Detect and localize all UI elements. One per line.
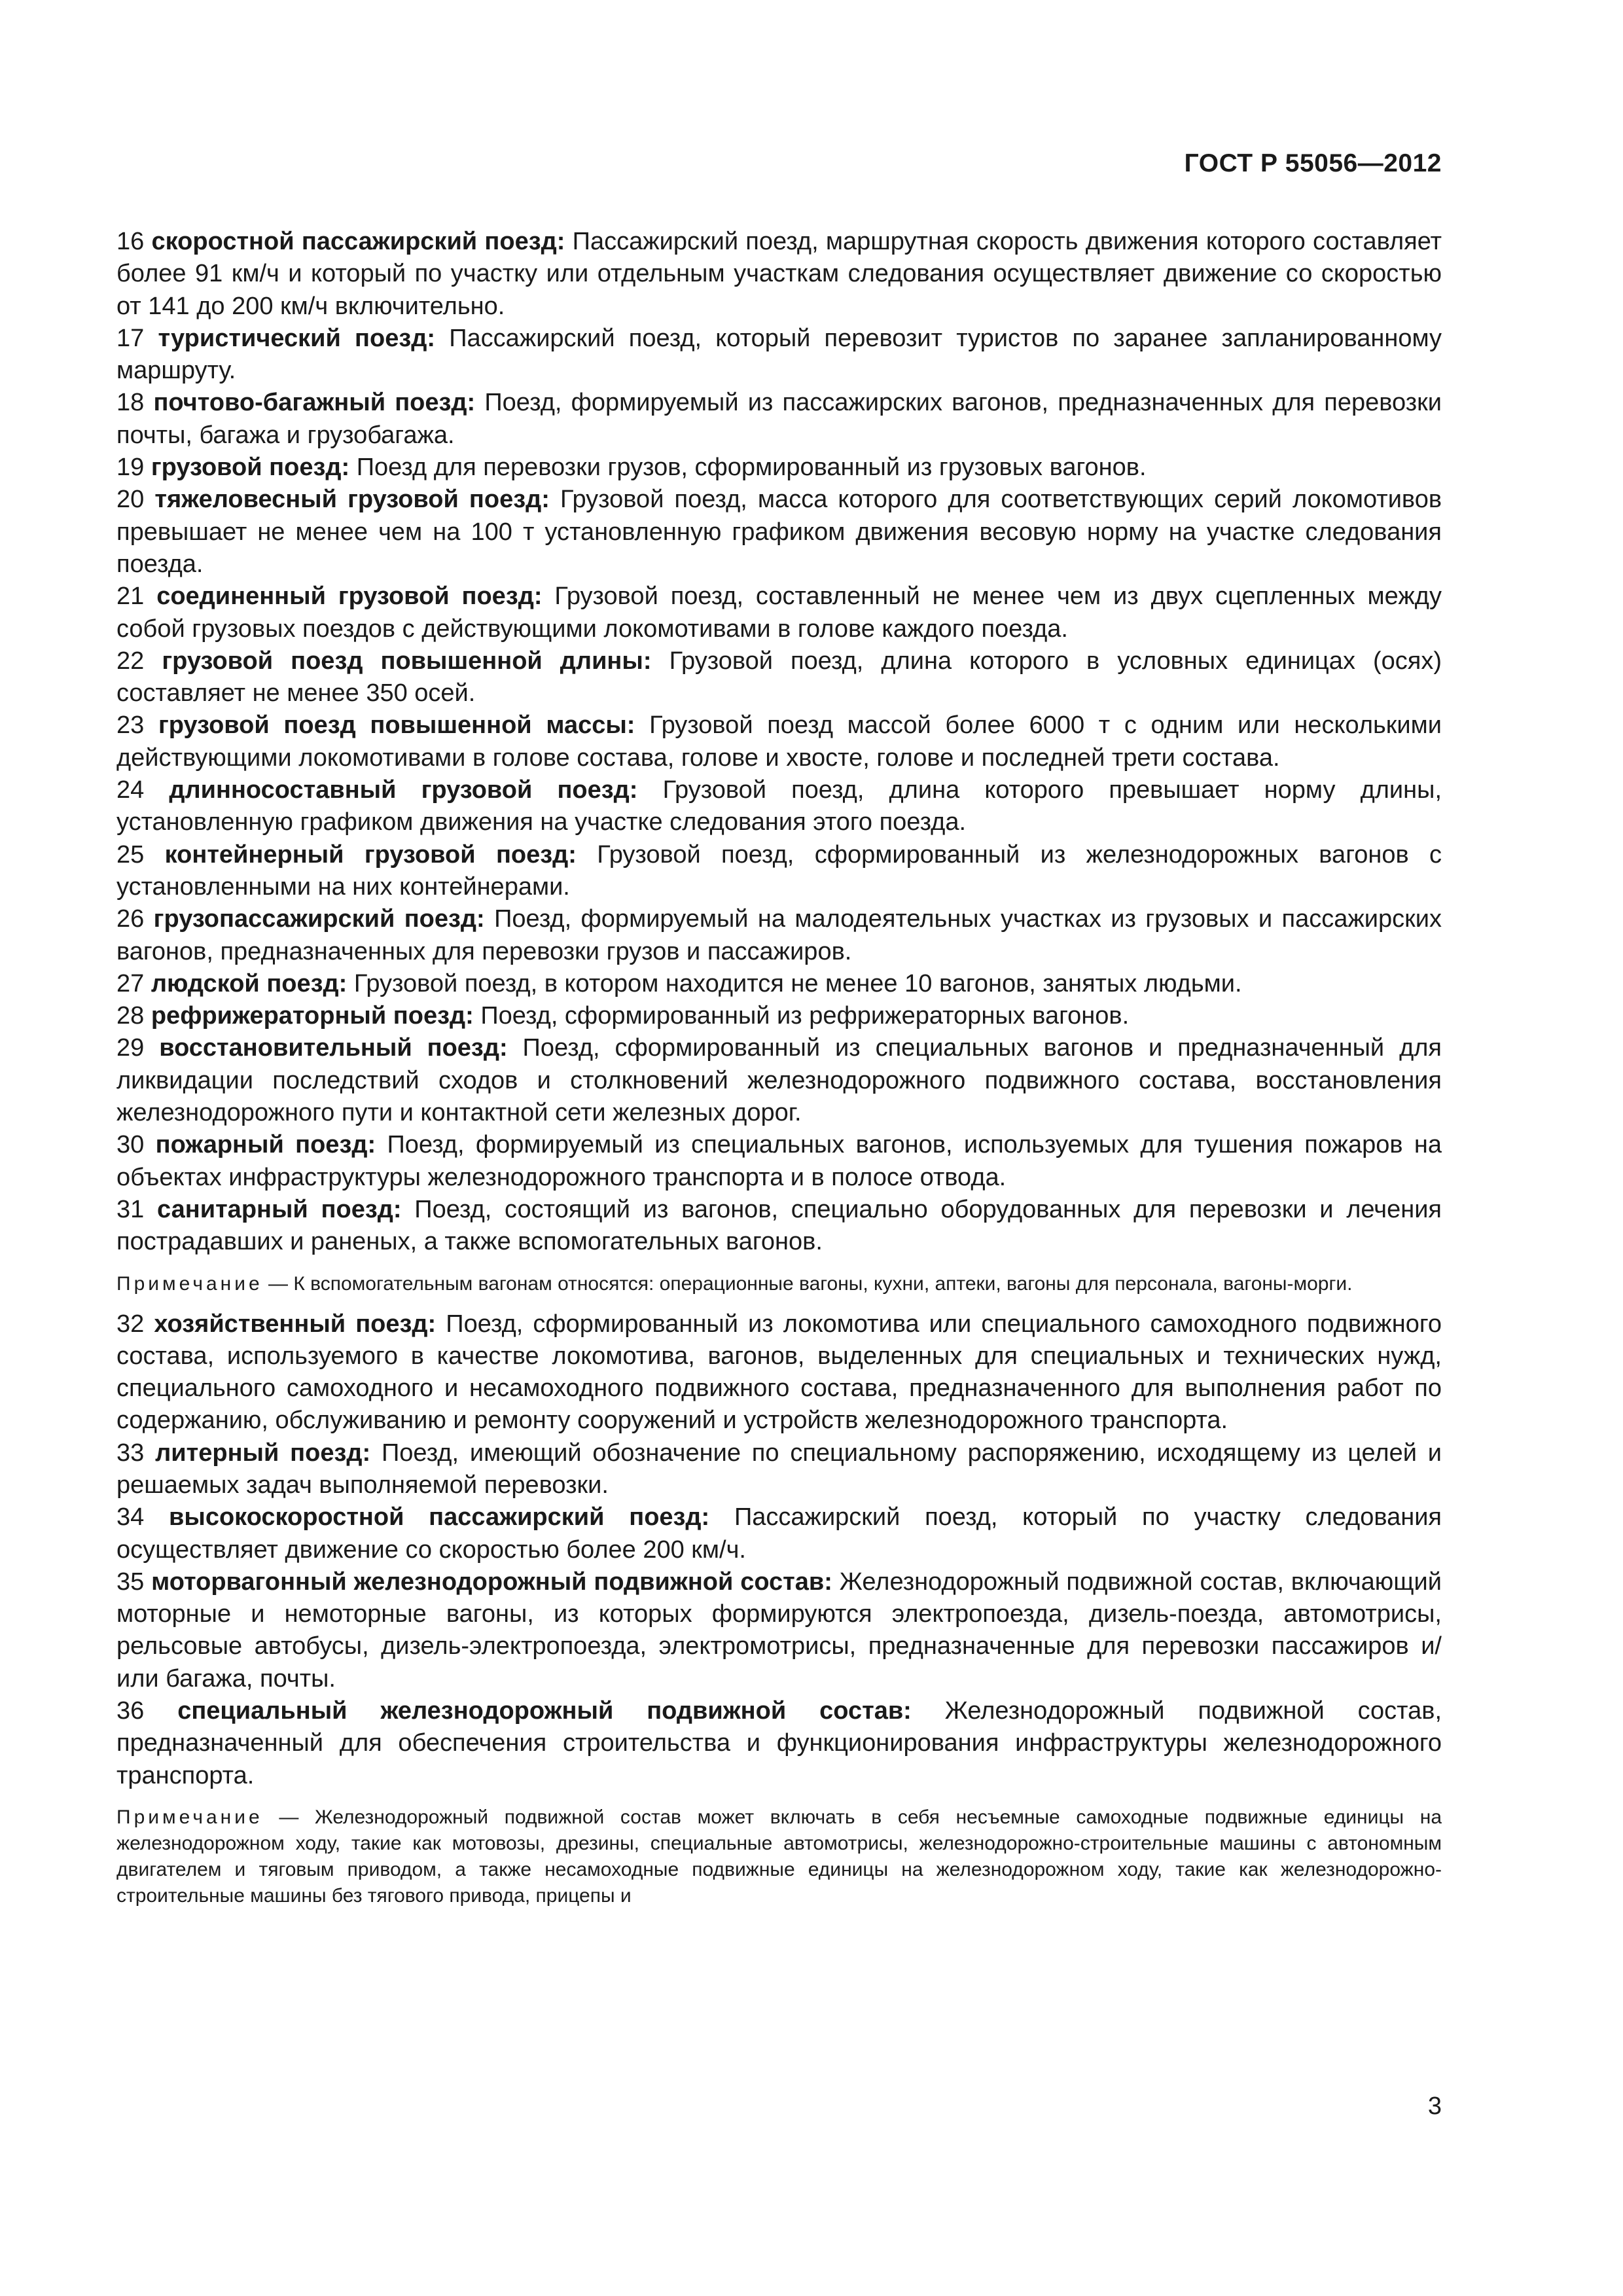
note-label: Примечание: [116, 1806, 263, 1828]
term-definition: Пассажирский поезд, который перевозит туристов по заранее запланированному маршруту.: [116, 324, 1442, 385]
term-number: 19: [116, 454, 145, 482]
term-number: 35: [116, 1568, 145, 1596]
term-definition: Поезд, сформированный из рефрижераторных вагонов.: [480, 1002, 1130, 1030]
term-definition: Грузовой поезд массой более 6000 т с одним или несколькими действующими локомотивами в голове состава, голове и хвосте, голове и последней трети состава.: [116, 711, 1442, 772]
term-entry: [116, 839, 1442, 904]
standard-id: ГОСТ Р 55056—2012: [1184, 149, 1442, 177]
term-number: 22: [116, 647, 145, 675]
term-number: 29: [116, 1034, 145, 1062]
term-name: туристический поезд:: [158, 324, 436, 352]
term-name: почтово-багажный поезд:: [153, 389, 476, 417]
term-entry: [116, 774, 1442, 839]
term-name: грузопассажирский поезд:: [153, 905, 485, 933]
term-name: рефрижераторный поезд:: [151, 1002, 474, 1030]
term-number: 18: [116, 389, 145, 417]
term-name: хозяйственный поезд:: [154, 1310, 437, 1338]
term-entry: [116, 1129, 1442, 1194]
term-entry: [116, 1566, 1442, 1695]
term-number: 21: [116, 583, 145, 611]
term-number: 24: [116, 776, 145, 804]
term-definition: Поезд, формируемый из специальных вагонов, используемых для тушения пожаров на объектах инфраструктуры железнодорожного транспорта и в полосе отвода.: [116, 1131, 1442, 1191]
term-name: соединенный грузовой поезд:: [156, 583, 543, 611]
page-number: 3: [1427, 2092, 1442, 2120]
term-entry: [116, 387, 1442, 452]
term-number: 32: [116, 1310, 145, 1338]
term-entry: [116, 1000, 1442, 1032]
terms-list-1: [116, 226, 1442, 1259]
term-number: 31: [116, 1195, 145, 1223]
note-text: — Железнодорожный подвижной состав может включать в себя несъемные самоходные подвижные единицы на железнодорожном ходу, такие как мотовозы, дрезины, специальные автомотрисы, железнодорожно-строительные машины с автономным двигателем и тяговым приводом, а также несамоходные подвижные единицы на железнодорожном ходу, такие как железнодорожно-строительные машины без тягового привода, прицепы и: [116, 1806, 1442, 1907]
term-number: 20: [116, 486, 145, 514]
term-number: 17: [116, 324, 145, 352]
term-name: высокоскоростной пассажирский поезд:: [169, 1503, 710, 1532]
term-entry: [116, 581, 1442, 645]
term-definition: Поезд для перевозки грузов, сформированный из грузовых вагонов.: [356, 454, 1147, 482]
term-entry: [116, 968, 1442, 1000]
note-label: Примечание: [116, 1272, 263, 1295]
term-entry: [116, 1437, 1442, 1502]
term-entry: [116, 452, 1442, 484]
term-entry: [116, 709, 1442, 774]
term-definition: Поезд, сформированный из локомотива или специального самоходного подвижного состава, используемого в качестве локомотива, вагонов, выделенных для специальных и технических нужд, специального самоходного и несамоходного подвижного состава, предназначенного для выполнения работ по содержанию, обслуживанию и ремонту сооружений и устройств железнодорожного транспорта.: [116, 1310, 1442, 1435]
term-entry: [116, 1308, 1442, 1437]
term-name: литерный поезд:: [155, 1439, 371, 1467]
term-name: тяжеловесный грузовой поезд:: [154, 486, 550, 514]
term-entry: [116, 323, 1442, 387]
term-definition: Поезд, имеющий обозначение по специальному распоряжению, исходящему из целей и решаемых задач выполняемой перевозки.: [116, 1439, 1442, 1499]
term-number: 28: [116, 1002, 145, 1030]
term-entry: [116, 484, 1442, 581]
term-name: грузовой поезд:: [151, 454, 350, 482]
term-number: 27: [116, 969, 145, 997]
term-name: грузовой поезд повышенной массы:: [158, 711, 635, 740]
term-name: восстановительный поезд:: [159, 1034, 508, 1062]
term-entry: [116, 1501, 1442, 1566]
term-number: 33: [116, 1439, 145, 1467]
term-name: контейнерный грузовой поезд:: [164, 840, 577, 869]
term-definition: Грузовой поезд, масса которого для соответствующих серий локомотивов превышает не менее чем на 100 т установленную графиком движения весовую норму на участке следования поезда.: [116, 486, 1442, 578]
term-entry: [116, 1032, 1442, 1129]
term-number: 36: [116, 1697, 145, 1725]
term-definition: Поезд, сформированный из специальных вагонов и предназначенный для ликвидации последствий сходов и столкновений железнодорожного подвижного состава, восстановления железнодорожного пути и контактной сети железных дорог.: [116, 1034, 1442, 1127]
term-definition: Поезд, формируемый из пассажирских вагонов, предназначенных для перевозки почты, багажа и грузобагажа.: [116, 389, 1442, 449]
term-definition: Пассажирский поезд, который по участку следования осуществляет движение со скоростью более 200 км/ч.: [116, 1503, 1442, 1564]
term-definition: Поезд, формируемый на малодеятельных участках из грузовых и пассажирских вагонов, предназначенных для перевозки грузов и пассажиров.: [116, 905, 1442, 965]
term-name: скоростной пассажирский поезд:: [151, 228, 565, 255]
note: [116, 1804, 1442, 1909]
document-body: [116, 226, 1442, 1920]
term-name: специальный железнодорожный подвижной состав:: [177, 1697, 912, 1725]
term-name: длинносоставный грузовой поезд:: [169, 776, 638, 804]
term-name: пожарный поезд:: [155, 1131, 376, 1159]
term-number: 25: [116, 840, 145, 869]
term-number: 16: [116, 228, 145, 255]
term-number: 30: [116, 1131, 145, 1159]
term-definition: Поезд, состоящий из вагонов, специально оборудованных для перевозки и лечения пострадавших и раненых, а также вспомогательных вагонов.: [116, 1195, 1442, 1256]
term-definition: Грузовой поезд, длина которого в условных единицах (осях) составляет не менее 350 осей.: [116, 647, 1442, 708]
term-definition: Грузовой поезд, составленный не менее чем из двух сцепленных между собой грузовых поездов с действующими локомотивами в голове каждого поезда.: [116, 583, 1442, 643]
term-entry: [116, 1695, 1442, 1792]
terms-list-2: [116, 1308, 1442, 1792]
term-number: 23: [116, 711, 145, 740]
term-definition: Грузовой поезд, сформированный из железнодорожных вагонов с установленными на них контейнерами.: [116, 840, 1442, 901]
term-entry: [116, 903, 1442, 968]
term-definition: Пассажирский поезд, маршрутная скорость движения которого составляет более 91 км/ч и который по участку или отдельным участкам следования осуществляет движение со скоростью от 141 до 200 км/ч включительно.: [116, 228, 1442, 320]
term-entry: [116, 645, 1442, 710]
term-definition: Железнодорожный подвижной состав, включающий моторные и немоторные вагоны, из которых формируются электропоезда, дизель-поезда, автомотрисы, рельсовые автобусы, дизель-электропоезда, электромотрисы, предназначенные для перевозки пассажиров и/или багажа, почты.: [116, 1568, 1442, 1693]
term-name: грузовой поезд повышенной длины:: [162, 647, 652, 675]
term-number: 34: [116, 1503, 145, 1532]
term-name: людской поезд:: [151, 969, 348, 997]
term-entry: [116, 226, 1442, 323]
term-entry: [116, 1194, 1442, 1259]
term-number: 26: [116, 905, 145, 933]
term-name: санитарный поезд:: [157, 1195, 402, 1223]
term-name: моторвагонный железнодорожный подвижной состав:: [151, 1568, 832, 1596]
term-definition: Грузовой поезд, в котором находится не менее 10 вагонов, занятых людьми.: [353, 969, 1242, 997]
term-definition: Железнодорожный подвижной состав, предназначенный для обеспечения строительства и функционирования инфраструктуры железнодорожного транспорта.: [116, 1697, 1442, 1789]
note: [116, 1271, 1442, 1297]
term-definition: Грузовой поезд, длина которого превышает норму длины, установленную графиком движения на участке следования этого поезда.: [116, 776, 1442, 836]
note-text: — К вспомогательным вагонам относятся: операционные вагоны, кухни, аптеки, вагоны для персонала, вагоны-морги.: [262, 1272, 1353, 1295]
